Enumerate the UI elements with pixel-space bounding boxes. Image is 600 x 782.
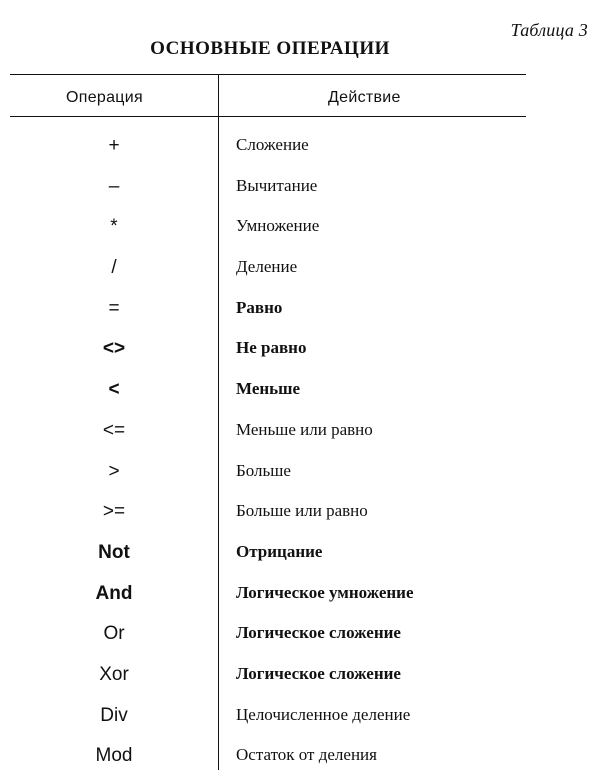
action-cell: Вычитание	[236, 175, 318, 195]
table-row	[10, 409, 526, 450]
operation-cell: <>	[102, 338, 126, 360]
action-cell: Логическое сложение	[236, 623, 401, 643]
action-cell: Меньше	[236, 379, 301, 399]
action-cell: Сложение	[236, 135, 309, 154]
table-row	[10, 531, 526, 572]
operation-cell: >=	[102, 501, 126, 523]
operation-cell: –	[108, 175, 120, 197]
table-row	[10, 450, 526, 491]
table-row	[10, 694, 526, 735]
table-row	[10, 653, 526, 694]
table-row	[10, 124, 526, 165]
table-number: Таблица 3	[510, 20, 588, 40]
header-rule	[10, 116, 526, 117]
action-cell: Равно	[236, 297, 283, 317]
action-cell: Больше или равно	[236, 501, 368, 521]
table-row	[10, 734, 526, 775]
operation-cell: =	[108, 297, 120, 319]
table-row	[10, 572, 526, 613]
header-action: Действие	[328, 89, 401, 106]
table-row	[10, 612, 526, 653]
action-cell: Меньше или равно	[236, 419, 373, 439]
action-cell: Умножение	[236, 216, 320, 236]
operation-cell: Or	[103, 623, 125, 645]
table-row	[10, 327, 526, 368]
action-cell: Не равно	[236, 338, 307, 358]
action-cell: Деление	[236, 257, 298, 277]
operation-cell: >	[108, 460, 120, 482]
operation-cell: *	[110, 216, 118, 238]
action-cell: Остаток от деления	[236, 745, 377, 765]
operation-cell: Div	[100, 704, 128, 726]
action-cell: Больше	[236, 460, 291, 480]
table-row	[10, 490, 526, 531]
operations-table-body	[10, 124, 526, 775]
action-cell: Целочисленное деление	[236, 704, 411, 724]
table-row	[10, 368, 526, 409]
table-row	[10, 287, 526, 328]
operation-cell: <	[108, 379, 120, 401]
action-cell: Логическое умножение	[236, 582, 414, 602]
header-operation: Операция	[66, 89, 143, 106]
table-row	[10, 205, 526, 246]
operation-cell: +	[108, 135, 120, 156]
operation-cell: <=	[102, 419, 126, 441]
action-cell: Отрицание	[236, 541, 323, 561]
operation-cell: /	[111, 257, 117, 279]
operation-cell: Xor	[99, 663, 129, 685]
table-row	[10, 165, 526, 206]
operation-cell: Mod	[95, 745, 133, 767]
table-title: ОСНОВНЫЕ ОПЕРАЦИИ	[150, 38, 390, 59]
action-cell: Логическое сложение	[236, 663, 401, 683]
operation-cell: And	[95, 582, 133, 604]
table-row	[10, 246, 526, 287]
top-rule	[10, 74, 526, 75]
operation-cell: Not	[98, 541, 130, 563]
